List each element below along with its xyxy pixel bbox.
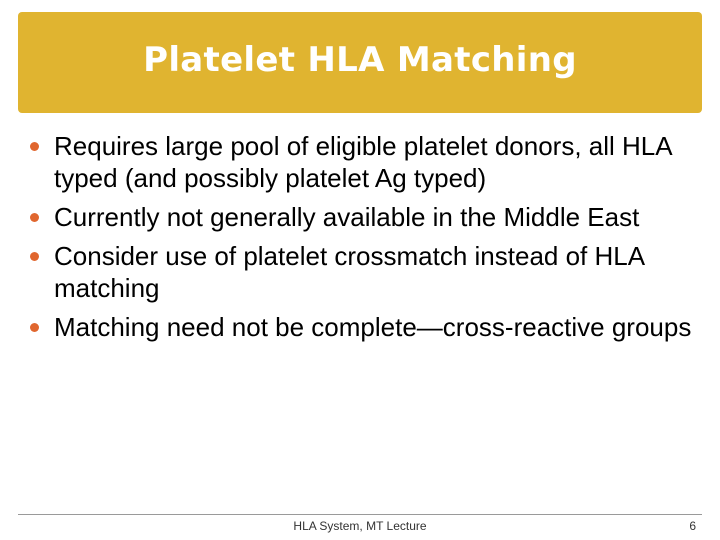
bullet-text: Consider use of platelet crossmatch instead of HLA matching <box>54 241 644 303</box>
footer-divider <box>18 514 702 515</box>
bullet-item <box>30 201 700 233</box>
bullet-item <box>30 130 700 194</box>
bullet-item <box>30 240 700 304</box>
bullet-dot-icon <box>30 142 39 151</box>
bullet-dot-icon <box>30 213 39 222</box>
bullet-dot-icon <box>30 323 39 332</box>
bullet-text: Matching need not be complete—cross-reactive groups <box>54 312 692 342</box>
footer-text: HLA System, MT Lecture <box>293 519 427 533</box>
page-number: 6 <box>689 519 696 533</box>
title-banner <box>18 12 702 113</box>
slide-title: Platelet HLA Matching <box>143 39 577 80</box>
bullet-dot-icon <box>30 252 39 261</box>
bullet-text: Currently not generally available in the Middle East <box>54 202 640 232</box>
bullet-item <box>30 311 700 343</box>
bullet-text: Requires large pool of eligible platelet donors, all HLA typed (and possibly platelet Ag typed) <box>54 131 672 193</box>
bullet-list <box>30 130 700 350</box>
